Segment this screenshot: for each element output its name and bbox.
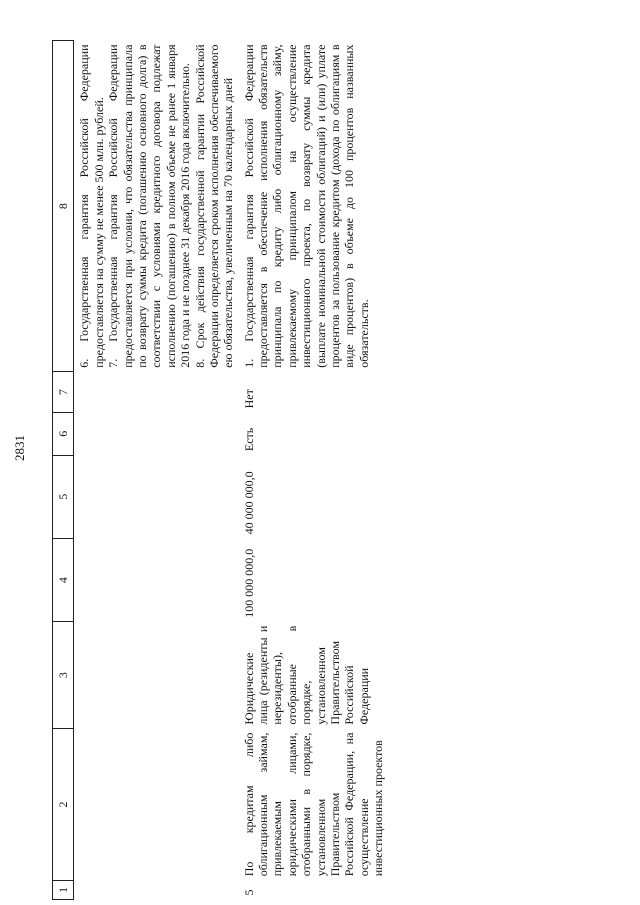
column-number: 7 <box>53 372 74 413</box>
condition-item: 6. Государственная гарантия Российской Федерации предоставляется на сумму не менее 500 млн. рублей. <box>77 44 106 368</box>
principal-cell: Юридические лица (резиденты и нерезиденты), отобранные в порядке, установленном Правительством Российской Федерации <box>241 625 371 725</box>
condition-item: 7. Государственная гарантия Российской Федерации предоставляется при условии, что обязательства принципала по возврату суммы кредита (погашению основного долга) в соответствии с условиями кредитного договора подлежат исполнению (погашению) в полном объеме не ранее 1 января 2016 года и не позднее 31 декабря 2016 года включительно. <box>106 44 193 368</box>
column-number: 4 <box>53 538 74 621</box>
column-number: 3 <box>53 622 74 729</box>
column-number-row <box>53 41 74 900</box>
total-amount-cell: 100 000 000,0 <box>241 548 256 618</box>
guarantee-table <box>52 40 389 900</box>
column-number: 2 <box>53 729 74 881</box>
column-number: 8 <box>53 41 74 372</box>
rotated-table-container <box>52 40 597 900</box>
conditions-cell: 1. Государственная гарантия Российской Федерации предоставляется в обеспечение исполнения обязательств принципала по кредиту либо облигационному займу, привлекаемому принципалом на осуществление инвестиционного проекта, по возврату суммы кредита (выплате номинальной стоимости облигаций) и (или) уплате процентов за пользование кредитом (дохода по облигациям в виде процентов) в объеме до 100 процентов названных обязательств. <box>241 44 371 368</box>
reliability-check-cell: Нет <box>241 389 256 409</box>
regress-right-cell: Есть <box>241 427 256 452</box>
column-number: 5 <box>53 455 74 538</box>
row-number: 5 <box>241 889 256 896</box>
page-number: 2831 <box>12 435 27 461</box>
table-row <box>239 41 389 900</box>
continued-conditions-cell <box>74 41 239 372</box>
condition-item: 8. Срок действия государственной гарантии Российской Федерации определяется сроком исполнения обеспечиваемого ею обязательства, увеличенным на 70 календарных дней <box>192 44 236 368</box>
column-number: 1 <box>53 880 74 899</box>
continued-row <box>74 41 239 900</box>
year-amount-cell: 40 000 000,0 <box>241 471 256 535</box>
purpose-cell: По кредитам либо облигационным займам, привлекаемым юридическими лицами, отобранными в порядке, установленном Правительством Российской Федерации, на осуществление инвестиционных проектов <box>241 732 386 877</box>
table-wrap <box>52 40 597 900</box>
column-number: 6 <box>53 412 74 455</box>
